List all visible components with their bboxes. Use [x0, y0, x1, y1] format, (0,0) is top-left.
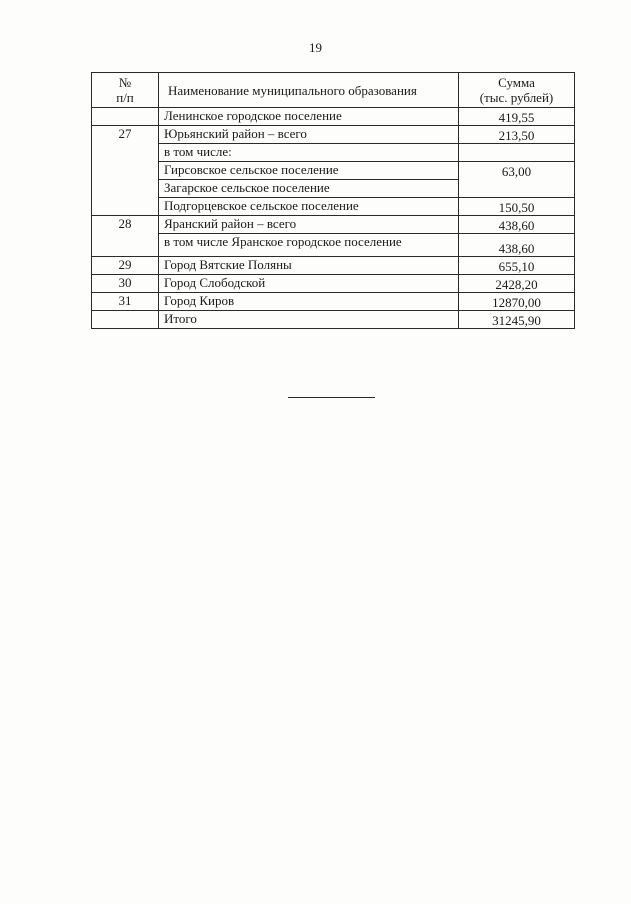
- budget-table: [91, 72, 575, 329]
- row-sum: [459, 144, 575, 162]
- header-name: [159, 73, 459, 108]
- table-row: [92, 257, 575, 275]
- row-number: 28: [92, 216, 159, 257]
- header-name-label: Наименование муниципального образования: [168, 82, 417, 98]
- table-row: [92, 126, 575, 144]
- row-sum: 419,55: [459, 108, 575, 126]
- row-number: 29: [92, 257, 159, 275]
- row-sum: 2428,20: [459, 275, 575, 293]
- row-sum: 12870,00: [459, 293, 575, 311]
- row-name: Город Слободской: [159, 275, 459, 293]
- table-row-total: [92, 311, 575, 329]
- table-row: [92, 275, 575, 293]
- row-name: Гирсовское сельское поселение: [159, 162, 459, 180]
- row-number: 31: [92, 293, 159, 311]
- table-row: [92, 108, 575, 126]
- row-sum: 63,00: [459, 162, 575, 198]
- header-sum-label: Сумма (тыс. рублей): [479, 75, 554, 105]
- row-number: 27: [92, 126, 159, 216]
- end-separator-line: [288, 397, 375, 398]
- table-row: [92, 162, 575, 180]
- table-row: [92, 216, 575, 234]
- row-sum: 438,60: [459, 216, 575, 234]
- row-sum: 150,50: [459, 198, 575, 216]
- row-name: Город Киров: [159, 293, 459, 311]
- header-sum: [459, 73, 575, 108]
- table-row: [92, 234, 575, 257]
- row-sum-total: 31245,90: [459, 311, 575, 329]
- row-name: в том числе:: [159, 144, 459, 162]
- row-name: Подгорцевское сельское поселение: [159, 198, 459, 216]
- table-row: [92, 144, 575, 162]
- row-sum: 213,50: [459, 126, 575, 144]
- page-number: 19: [309, 40, 322, 55]
- table-row: [92, 293, 575, 311]
- row-name-total: Итого: [159, 311, 459, 329]
- row-name: Юрьянский район – всего: [159, 126, 459, 144]
- header-number-label: № п/п: [116, 75, 134, 105]
- row-number: 30: [92, 275, 159, 293]
- row-name: Загарское сельское поселение: [159, 180, 459, 198]
- row-sum: 655,10: [459, 257, 575, 275]
- row-name: Яранский район – всего: [159, 216, 459, 234]
- row-name: Город Вятские Поляны: [159, 257, 459, 275]
- row-sum: 438,60: [459, 234, 575, 257]
- row-number: [92, 311, 159, 329]
- header-number: [92, 73, 159, 108]
- table-row: [92, 198, 575, 216]
- table-header-row: [92, 73, 575, 108]
- row-number: [92, 108, 159, 126]
- row-name: Ленинское городское поселение: [159, 108, 459, 126]
- row-name: в том числе Яранское городское поселение: [159, 234, 459, 257]
